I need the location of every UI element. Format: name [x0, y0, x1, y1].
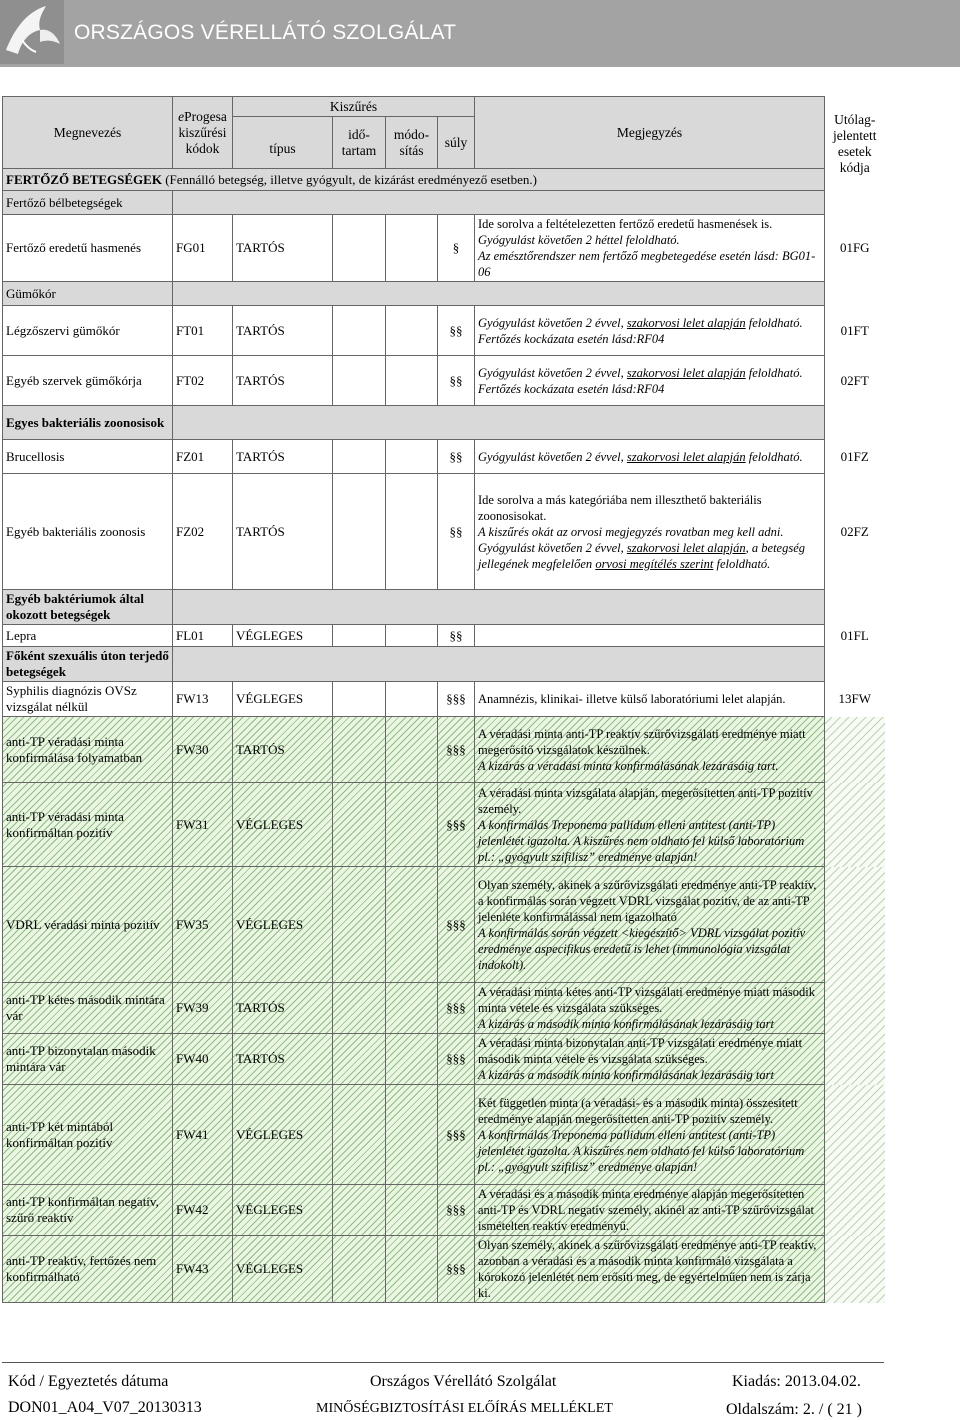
table-row-fw30 [3, 717, 885, 783]
section-row [3, 590, 885, 625]
row-note: A véradási minta vizsgálata alapján, megerősítetten anti-TP pozitív személy. A konfirmálás Treponema pallidum elleni antitest (anti-TP) jelenlétét igazolta. A kiszűrés nem oldható fel külső laboratórium pl.: „gyógyult szifilisz” eredménye alapján! [475, 783, 825, 867]
row-name: anti-TP reaktív, fertőzés nem konfirmálható [3, 1236, 173, 1303]
table-row-fw35 [3, 867, 885, 983]
section-row [3, 282, 885, 306]
table-row-ft02 [3, 356, 885, 406]
row-report-code: 01FZ [840, 448, 869, 464]
section-row [3, 406, 885, 440]
row-weight: § [438, 215, 475, 282]
row-weight: §§§ [438, 783, 475, 867]
row-type: VÉGLEGES [233, 1185, 333, 1236]
row-note: Ide sorolva a feltételezetten fertőző eredetű hasmenések is. Gyógyulást követően 2 héttel feloldható. Az emésztőrendszer nem fertőző megbetegedése esetén lásd: BG01-06 [475, 215, 825, 282]
section-fertozo-betegsegek: FERTŐZŐ BETEGSÉGEK (Fennálló betegség, illetve gyógyult, de kizárást eredményező esetben.) [3, 169, 825, 191]
row-code: FW43 [173, 1236, 233, 1303]
row-weight: §§ [438, 440, 475, 474]
row-code: FW41 [173, 1085, 233, 1185]
row-type: TARTÓS [233, 215, 333, 282]
row-name: VDRL véradási minta pozitív [3, 867, 173, 983]
row-code: FW42 [173, 1185, 233, 1236]
row-name: anti-TP két mintából konfirmáltan pozitív [3, 1085, 173, 1185]
col-megnevezes: Megnevezés [3, 97, 173, 169]
col-kiszures: Kiszűrés [233, 97, 475, 117]
row-name: Lepra [3, 625, 173, 647]
table-row-fw13 [3, 682, 885, 717]
row-note: Gyógyulást követően 2 évvel, szakorvosi lelet alapján feloldható. Fertőzés kockázata esetén lásd:RF04 [475, 306, 825, 356]
col-eprogesa: eProgesa kiszűrési kódok [173, 97, 233, 169]
footer-org: Országos Vérellátó Szolgálat [370, 1373, 557, 1390]
row-weight: §§§ [438, 983, 475, 1034]
section-gumokor: Gümőkór [3, 282, 173, 306]
table-row-fw40 [3, 1034, 885, 1085]
row-code: FZ01 [173, 440, 233, 474]
row-code: FW39 [173, 983, 233, 1034]
row-name: Fertőző eredetű hasmenés [3, 215, 173, 282]
row-code: FL01 [173, 625, 233, 647]
row-code: FT01 [173, 306, 233, 356]
col-suly: súly [438, 117, 475, 169]
col-idotartam: idő-tartam [333, 117, 386, 169]
row-weight: §§ [438, 474, 475, 590]
row-report-code: 02FZ [840, 523, 869, 539]
row-note: Olyan személy, akinek a szűrővizsgálati eredménye anti-TP reaktív, azonban a véradási és a második minta konfirmáló vizsgálata a kórokozó jelenlétét nem erősíti meg, de egyértelműen nem is zárja ki. [475, 1236, 825, 1303]
row-code: FW13 [173, 682, 233, 717]
row-weight: §§ [438, 625, 475, 647]
row-report-code: 02FT [840, 372, 869, 388]
section-row [3, 647, 885, 682]
section-fertozo-bel: Fertőző bélbetegségek [3, 191, 173, 215]
row-name: anti-TP konfirmáltan negatív, szűrő reaktív [3, 1185, 173, 1236]
row-name: Syphilis diagnózis OVSz vizsgálat nélkül [3, 682, 173, 717]
org-title: ORSZÁGOS VÉRELLÁTÓ SZOLGÁLAT [74, 21, 457, 44]
table-row-fw43 [3, 1236, 885, 1303]
row-weight: §§§ [438, 1085, 475, 1185]
row-code: FW30 [173, 717, 233, 783]
row-code: FW31 [173, 783, 233, 867]
row-weight: §§§ [438, 1034, 475, 1085]
row-type: TARTÓS [233, 356, 333, 406]
row-name: Légzőszervi gümőkór [3, 306, 173, 356]
col-utolag: Utólag-jelentett esetek kódja [833, 111, 877, 175]
col-tipus: típus [233, 117, 333, 169]
row-code: FT02 [173, 356, 233, 406]
row-note: Ide sorolva a más kategóriába nem illeszthető bakteriális zoonosisokat. A kiszűrés okát az orvosi megjegyzés rovatban meg kell adni. Gyógyulást követően 2 évvel, szakorvosi lelet alapján, a betegség jellegének megfelelően orvosi megítélés szerint feloldható. [475, 474, 825, 590]
row-report-code: 01FG [839, 240, 870, 255]
row-note: Gyógyulást követően 2 évvel, szakorvosi lelet alapján feloldható. [475, 440, 825, 474]
col-megjegyzes: Megjegyzés [475, 97, 825, 169]
footer-doc-type: MINŐSÉGBIZTOSÍTÁSI ELŐÍRÁS MELLÉKLET [316, 1401, 613, 1416]
row-note: A véradási és a második minta eredménye alapján megerősítetten anti-TP és VDRL negatív személy, akinél az anti-TP szűrővizsgálat ismételten reaktív eredményű. [475, 1185, 825, 1236]
row-weight: §§§ [438, 682, 475, 717]
row-note: Olyan személy, akinek a szűrővizsgálati eredménye anti-TP reaktív, a konfirmálás során végzett VDRL vizsgálat pozitív, de az anti-TP jelenléte konfirmálással nem igazolható A konfirmálás során végzett <kiegészítő> VDRL vizsgálat pozitív eredménye aspecifikus eredetű is lehet (immunológia vizsgálat indokolt). [475, 867, 825, 983]
row-weight: §§ [438, 356, 475, 406]
table-row-fw39 [3, 983, 885, 1034]
section-row-main [3, 169, 885, 191]
row-note: Két független minta (a véradási- és a második minta) összesített eredménye alapján megerősítetten anti-TP pozitív személy. A konfirmálás Treponema pallidum elleni antitest (anti-TP) jelenlétét igazolta. A kiszűrés nem oldható fel külső laboratórium pl.: „gyógyult szifilisz” eredménye alapján! [475, 1085, 825, 1185]
row-weight: §§§ [438, 1185, 475, 1236]
row-code: FZ02 [173, 474, 233, 590]
section-szexualis: Főként szexuális úton terjedő betegségek [3, 647, 173, 682]
row-weight: §§§ [438, 867, 475, 983]
table-row-fl01 [3, 625, 885, 647]
row-weight: §§ [438, 306, 475, 356]
document-footer [2, 1362, 884, 1418]
table-row-fw31 [3, 783, 885, 867]
col-modositas: módo-sítás [386, 117, 438, 169]
footer-code-label: Kód / Egyeztetés dátuma [8, 1373, 169, 1390]
row-note: A véradási minta bizonytalan anti-TP vizsgálati eredménye miatt második minta vétele és vizsgálata szükséges. A kizárás a második minta konfirmálásának lezárásáig tart [475, 1034, 825, 1085]
row-code: FG01 [173, 215, 233, 282]
row-type: TARTÓS [233, 474, 333, 590]
table-row-fg01 [3, 215, 885, 282]
section-zoonosisok: Egyes bakteriális zoonosisok [3, 406, 173, 440]
row-weight: §§§ [438, 1236, 475, 1303]
screening-codes-table [2, 96, 885, 1303]
row-type: TARTÓS [233, 717, 333, 783]
table-row-fw41 [3, 1085, 885, 1185]
row-type: VÉGLEGES [233, 625, 333, 647]
footer-doc-code: DON01_A04_V07_20130313 [8, 1399, 202, 1416]
row-report-code: 01FT [840, 322, 869, 338]
row-type: VÉGLEGES [233, 682, 333, 717]
table-row-ft01 [3, 306, 885, 356]
table-row-fw42 [3, 1185, 885, 1236]
row-name: anti-TP bizonytalan második mintára vár [3, 1034, 173, 1085]
row-name: Egyéb bakteriális zoonosis [3, 474, 173, 590]
row-name: anti-TP kétes második mintára vár [3, 983, 173, 1034]
row-note: A véradási minta kétes anti-TP vizsgálati eredménye miatt második minta vétele és vizsgálata szükséges. A kizárás a második minta konfirmálásának lezárásáig tart [475, 983, 825, 1034]
row-type: VÉGLEGES [233, 1085, 333, 1185]
row-name: Egyéb szervek gümőkórja [3, 356, 173, 406]
row-type: TARTÓS [233, 983, 333, 1034]
row-note: A véradási minta anti-TP reaktív szűrővizsgálati eredménye miatt megerősítő vizsgálatok készülnek. A kizárás a véradási minta konfirmálásának lezárásáig tart. [475, 717, 825, 783]
row-type: TARTÓS [233, 440, 333, 474]
row-name: anti-TP véradási minta konfirmálása folyamatban [3, 717, 173, 783]
row-type: VÉGLEGES [233, 867, 333, 983]
section-row [3, 191, 885, 215]
footer-issue-date: Kiadás: 2013.04.02. [732, 1373, 861, 1390]
pelican-logo [0, 0, 64, 64]
table-row-fz01 [3, 440, 885, 474]
row-name: anti-TP véradási minta konfirmáltan pozitív [3, 783, 173, 867]
document-header-bar [0, 0, 960, 67]
row-code: FW35 [173, 867, 233, 983]
row-note: Anamnézis, klinikai- illetve külső laboratóriumi lelet alapján. [475, 682, 825, 717]
table-row-fz02 [3, 474, 885, 590]
row-weight: §§§ [438, 717, 475, 783]
row-type: VÉGLEGES [233, 1236, 333, 1303]
row-type: TARTÓS [233, 1034, 333, 1085]
table-header-row [3, 97, 885, 117]
row-type: TARTÓS [233, 306, 333, 356]
section-egyeb-bakt: Egyéb baktériumok által okozott betegségek [3, 590, 173, 625]
row-name: Brucellosis [3, 440, 173, 474]
row-report-code: 01FL [840, 627, 869, 643]
row-note: Gyógyulást követően 2 évvel, szakorvosi lelet alapján feloldható. Fertőzés kockázata esetén lásd:RF04 [475, 356, 825, 406]
row-type: VÉGLEGES [233, 783, 333, 867]
footer-page-number: Oldalszám: 2. / ( 21 ) [726, 1401, 862, 1418]
row-report-code: 13FW [838, 691, 871, 706]
row-code: FW40 [173, 1034, 233, 1085]
